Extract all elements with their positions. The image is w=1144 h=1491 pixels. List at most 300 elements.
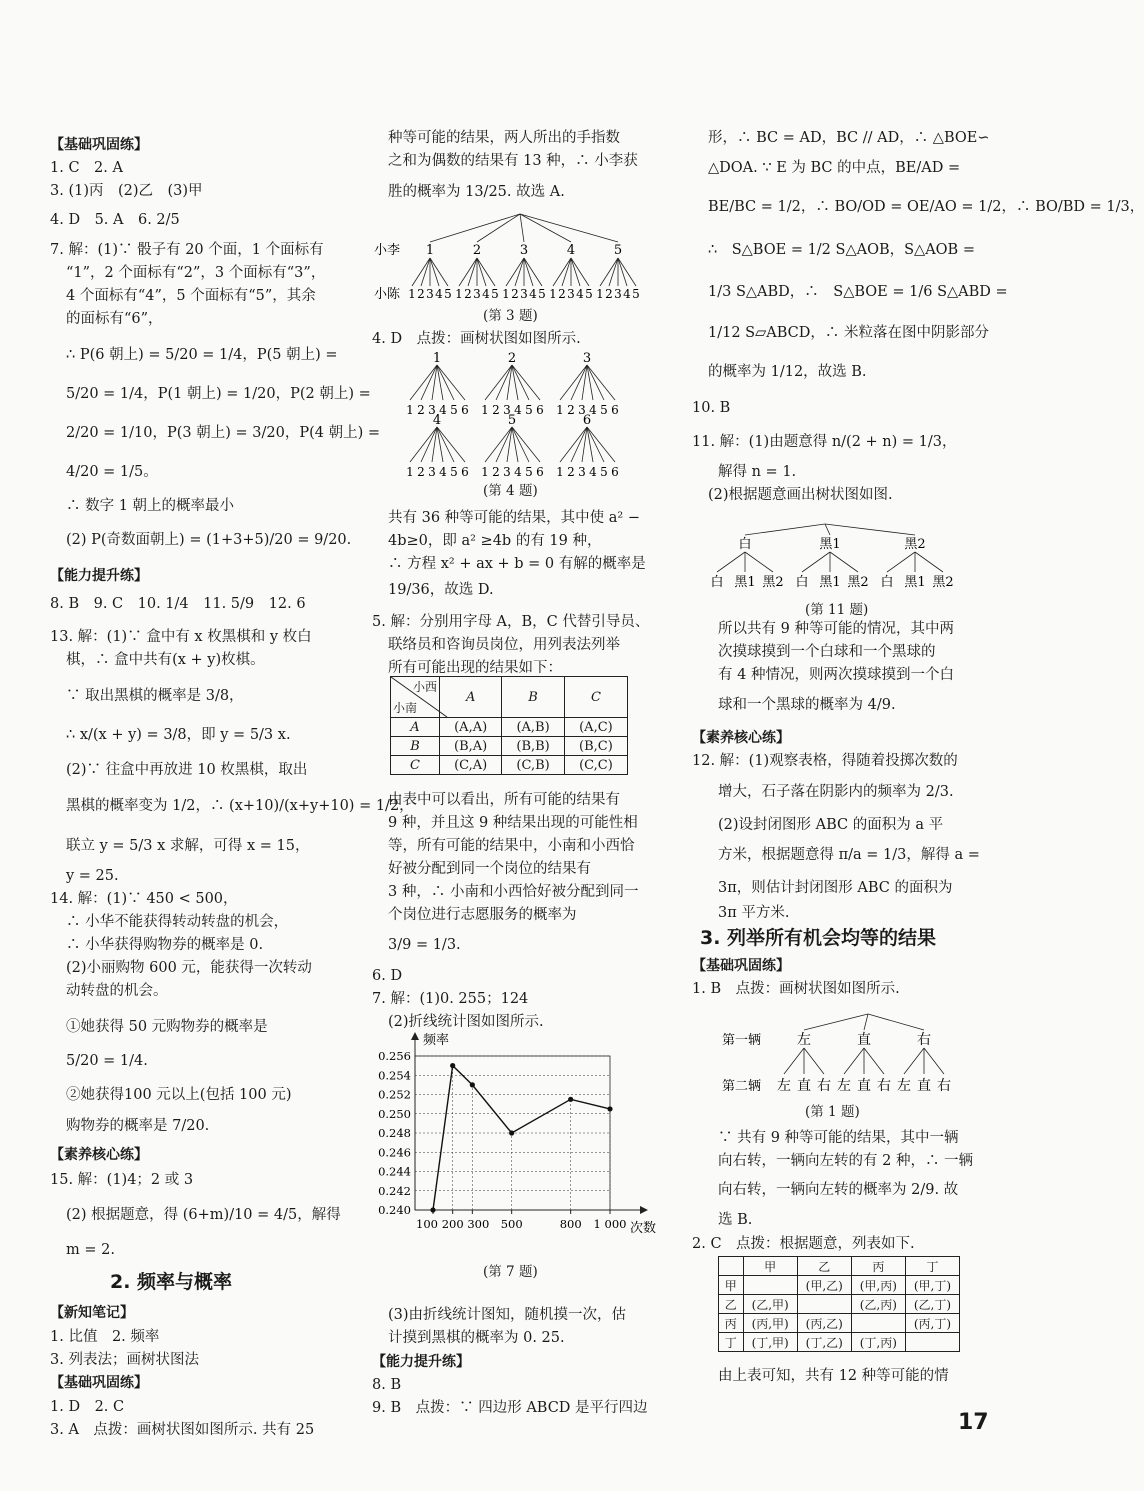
section-heading: 【能力提升练】 (372, 1354, 470, 1370)
tree-leaf: 4 (482, 287, 490, 301)
corner-top-label: 小西 (412, 680, 437, 694)
text-line: 的面标有“6”， (66, 311, 163, 327)
table-cell: (甲,丁) (905, 1276, 959, 1295)
tree-node: 1 (425, 243, 435, 258)
table-corner (391, 677, 440, 718)
text-line: 6. D (372, 968, 403, 984)
y-tick-label: 0.244 (378, 1164, 411, 1179)
tree-leaf: 4 (589, 403, 597, 417)
text-line: 向右转，一辆向左转的有 2 种，∴ 一辆 (718, 1153, 974, 1169)
table-col-header: B (502, 677, 565, 718)
tree-branch (562, 258, 571, 286)
tree-row2-label: 小陈 (374, 287, 401, 302)
line-chart-q7 (365, 1030, 665, 1258)
table-cell: (乙,丁) (905, 1295, 959, 1314)
tree-branch (430, 214, 520, 242)
table-cell: (乙,丙) (851, 1295, 905, 1314)
text-line: 4. D 5. A 6. 2/5 (50, 212, 180, 228)
tree-leaf: 左 (777, 1078, 791, 1094)
text-line: (2)折线统计图如图所示. (388, 1014, 544, 1030)
text-line: 1/3 S△ABD，∴ S△BOE = 1/6 S△ABD = (708, 284, 1008, 300)
tree-branch (802, 552, 830, 572)
tree-branch (784, 1048, 804, 1074)
tree-branch (825, 524, 915, 535)
table-cell: (A,B) (502, 718, 565, 737)
row-header: A (391, 718, 440, 737)
caption-q11: (第 11 题) (805, 602, 869, 618)
tree-node: 4 (432, 413, 442, 428)
text-line: (2)∵ 往盒中再放进 10 枚黑棋，取出 (66, 762, 308, 778)
tree-leaf: 3 (428, 403, 436, 417)
tree-leaf: 1 (481, 465, 489, 479)
tree-branch (915, 552, 943, 572)
text-line: 选 B. (718, 1212, 753, 1228)
text-line: 3. 列表法；画树状图法 (50, 1352, 199, 1368)
table-cell: (甲,乙) (797, 1276, 851, 1295)
table-cell: (丙,乙) (797, 1314, 851, 1333)
tree-branch (887, 552, 915, 572)
text-line: 4/20 = 1/5。 (66, 464, 158, 480)
y-tick-label: 0.252 (378, 1087, 411, 1102)
text-line: 共有 36 种等可能的结果，其中使 a² − (388, 510, 640, 526)
tree-leaf: 白 (880, 575, 894, 590)
tree-node: 5 (507, 413, 517, 428)
data-point (509, 1130, 514, 1135)
y-axis-arrow (411, 1032, 419, 1040)
tree-branch (804, 1048, 824, 1074)
text-line: 3/9 = 1/3. (388, 937, 461, 953)
tree-leaf: 2 (492, 465, 500, 479)
table-col-header: A (440, 677, 502, 718)
text-line: 有 4 种情况，则两次摸球摸到一个白 (718, 667, 954, 683)
tree-diagram-b1 (720, 1010, 970, 1100)
text-line: (3)由折线统计图知，随机摸一次，估 (388, 1307, 627, 1323)
tree-leaf: 1 (556, 403, 564, 417)
tree-leaf: 5 (538, 287, 546, 301)
row-header: 丙 (719, 1314, 744, 1333)
x-tick-label: 800 (559, 1217, 582, 1231)
tree-leaf: 3 (614, 287, 622, 301)
tree-leaf: 3 (426, 287, 434, 301)
y-tick-label: 0.250 (378, 1106, 411, 1121)
x-axis-arrow (640, 1206, 648, 1214)
tree-node: 5 (613, 243, 623, 258)
text-line: 次摸球摸到一个白球和一个黑球的 (718, 644, 936, 660)
tree-branch (520, 214, 618, 242)
table-col-header (719, 1257, 744, 1276)
tree-node: 2 (472, 243, 482, 258)
section-heading: 【基础巩固练】 (50, 137, 148, 153)
text-line: 球和一个黑球的概率为 4/9. (718, 697, 896, 713)
text-line: 1. C 2. A (50, 160, 123, 176)
tree-leaf: 4 (576, 287, 584, 301)
tree-leaf: 5 (444, 287, 452, 301)
tree-branch (553, 258, 571, 286)
text-line: 1. 比值 2. 频率 (50, 1329, 160, 1345)
tree-leaf: 2 (567, 403, 575, 417)
tree-branch (459, 258, 477, 286)
tree-leaf: 6 (461, 403, 469, 417)
tree-branch (421, 258, 430, 286)
text-line: ①她获得 50 元购物券的概率是 (66, 1019, 268, 1035)
table-cell: (丙,甲) (743, 1314, 797, 1333)
table-cell: (C,B) (502, 756, 565, 775)
caption-b1: (第 1 题) (805, 1104, 860, 1120)
text-line: 形，∴ BC = AD，BC // AD，∴ △BOE∽ (708, 130, 990, 146)
text-line: ∴ 小华获得购物券的概率是 0. (66, 937, 264, 953)
tree-branch (512, 365, 518, 400)
tree-leaf: 2 (605, 287, 613, 301)
tree-branch (512, 427, 540, 462)
tree-leaf: 1 (406, 403, 414, 417)
table-cell: (C,C) (564, 756, 627, 775)
tree-leaf: 1 (408, 287, 416, 301)
y-tick-label: 0.246 (378, 1145, 411, 1160)
table-cell (743, 1276, 797, 1295)
table-cell: (C,A) (440, 756, 502, 775)
tree-leaf: 5 (491, 287, 499, 301)
tree-leaf: 2 (464, 287, 472, 301)
x-tick-label: 200 (441, 1217, 464, 1231)
tree-node: 1 (432, 351, 442, 366)
table-col-header: C (564, 677, 627, 718)
tree-leaf: 4 (623, 287, 631, 301)
text-line: 7. 解：(1)0. 255；124 (372, 991, 529, 1007)
text-line: 4. D 点拨：画树状图如图所示. (372, 331, 581, 347)
tree-node: 左 (797, 1032, 811, 1048)
text-line: (2) P(奇数面朝上) = (1+3+5)/20 = 9/20. (66, 532, 352, 548)
table-row (719, 1314, 960, 1333)
tree-branch (437, 427, 465, 462)
text-line: 3. (1)丙 (2)乙 (3)甲 (50, 183, 203, 199)
tree-leaf: 4 (514, 403, 522, 417)
caption-q3: (第 3 题) (483, 308, 538, 324)
tree-leaf: 黑1 (819, 575, 841, 590)
text-line: 所以共有 9 种等可能的情况，其中两 (718, 621, 954, 637)
data-point (430, 1207, 435, 1212)
section-heading: 【基础巩固练】 (692, 958, 790, 974)
table-cell: (甲,丙) (851, 1276, 905, 1295)
tree-leaf: 5 (450, 465, 458, 479)
table-cell: (B,B) (502, 737, 565, 756)
table-cell: (丁,甲) (743, 1333, 797, 1352)
tree-leaf: 4 (589, 465, 597, 479)
text-line: 2/20 = 1/10，P(3 朝上) = 3/20，P(4 朝上) = (66, 425, 380, 441)
text-line: 1. B 点拨：画树状图如图所示. (692, 981, 900, 997)
text-line: 7. 解：(1)∵ 骰子有 20 个面，1 个面标有 (50, 242, 324, 258)
table-row (391, 737, 628, 756)
text-line: 黑棋的概率变为 1/2，∴ (x+10)/(x+y+10) = 1/2， (66, 798, 414, 814)
tree-branch (512, 427, 518, 462)
text-line: 9 种，并且这 9 种结果出现的可能性相 (388, 815, 638, 831)
section-heading: 【能力提升练】 (50, 568, 148, 584)
text-line: 购物券的概率是 7/20. (66, 1118, 210, 1134)
text-line: (2) 根据题意，得 (6+m)/10 = 4/5，解得 (66, 1207, 341, 1223)
text-line: 11. 解：(1)由题意得 n/(2 + n) = 1/3， (692, 434, 957, 450)
table-row (719, 1276, 960, 1295)
x-tick-label: 1 000 (593, 1217, 627, 1231)
text-line: 9. B 点拨：∵ 四边形 ABCD 是平行四边 (372, 1400, 648, 1416)
tree-node: 直 (857, 1032, 871, 1048)
text-line: 3π，则估计封闭图形 ABC 的面积为 (718, 880, 953, 896)
caption-q4: (第 4 题) (483, 483, 538, 499)
tree-leaf: 直 (917, 1078, 931, 1094)
tree-branch (618, 258, 636, 286)
text-line: ∵ 取出黑棋的概率是 3/8， (66, 688, 244, 704)
table-cell: (B,A) (440, 737, 502, 756)
tree-leaf: 1 (556, 465, 564, 479)
tree-leaf: 4 (435, 287, 443, 301)
tree-leaf: 5 (632, 287, 640, 301)
text-line: ②她获得100 元以上(包括 100 元) (66, 1087, 292, 1103)
tree-leaf: 1 (502, 287, 510, 301)
tree-leaf: 1 (549, 287, 557, 301)
text-line: 4 个面标有“4”，5 个面标有“5”，其余 (66, 288, 316, 304)
tree-branch (437, 427, 443, 462)
text-line: ∴ S△BOE = 1/2 S△AOB，S△AOB = (708, 242, 975, 258)
table-header-row (719, 1257, 960, 1276)
tree-leaf: 5 (600, 465, 608, 479)
row-header: C (391, 756, 440, 775)
tree-diagram-q4 (395, 350, 635, 479)
text-line: 1/12 S▱ABCD，∴ 米粒落在图中阴影部分 (708, 325, 989, 341)
caption-q7: (第 7 题) (483, 1264, 538, 1280)
tree-leaf: 2 (567, 465, 575, 479)
tree-node: 4 (566, 243, 576, 258)
tree-branch (520, 214, 571, 242)
text-line: BE/BC = 1/2，∴ BO/OD = OE/AO = 1/2，∴ BO/BD = 1/3， (708, 199, 1144, 215)
tree-branch (609, 258, 618, 286)
table-q5 (390, 676, 628, 775)
tree-leaf: 1 (406, 465, 414, 479)
tree-leaf: 3 (428, 465, 436, 479)
tree-branch (506, 258, 524, 286)
tree-leaf: 直 (797, 1078, 811, 1094)
text-line: 3 种，∴ 小南和小西恰好被分配到同一 (388, 884, 639, 900)
tree-branch (477, 214, 520, 242)
tree-branch (430, 258, 439, 286)
y-tick-label: 0.242 (378, 1183, 411, 1198)
table-row (391, 718, 628, 737)
data-point (470, 1082, 475, 1087)
tree-leaf: 2 (417, 403, 425, 417)
tree-leaf: 5 (600, 403, 608, 417)
table-col-header: 甲 (743, 1257, 797, 1276)
section-heading: 【素养核心练】 (50, 1147, 148, 1163)
table-b2 (718, 1256, 960, 1352)
tree-row1-label: 小李 (374, 243, 401, 258)
tree-branch (468, 258, 477, 286)
text-line: 胜的概率为 13/25. 故选 A. (388, 184, 565, 200)
tree-leaf: 3 (578, 465, 586, 479)
tree-node: 6 (582, 413, 592, 428)
text-line: 14. 解：(1)∵ 450 < 500， (50, 891, 238, 907)
table-cell: (丙,丁) (905, 1314, 959, 1333)
tree-leaf: 6 (461, 465, 469, 479)
tree-node: 3 (582, 351, 592, 366)
x-tick-label: 500 (500, 1217, 523, 1231)
x-tick-label: 300 (467, 1217, 490, 1231)
tree-branch (477, 258, 486, 286)
section-heading: 【素养核心练】 (692, 730, 790, 746)
table-row (719, 1333, 960, 1352)
tree-node: 右 (917, 1032, 931, 1048)
tree-branch (430, 258, 448, 286)
tree-branch (745, 552, 773, 572)
tree-diagram-q11 (700, 520, 970, 600)
y-tick-label: 0.240 (378, 1203, 411, 1217)
text-line: 3. A 点拨：画树状图如图所示. 共有 25 (50, 1422, 315, 1438)
tree-branch (864, 1048, 884, 1074)
table-cell: (A,A) (440, 718, 502, 737)
tree-leaf: 4 (439, 465, 447, 479)
tree-leaf: 6 (536, 403, 544, 417)
row-header: B (391, 737, 440, 756)
text-line: 5/20 = 1/4. (66, 1053, 148, 1069)
text-line: 3π 平方米. (718, 905, 790, 921)
tree-branch (600, 258, 618, 286)
tree-leaf: 3 (520, 287, 528, 301)
table-cell: (乙,甲) (743, 1295, 797, 1314)
table-cell (851, 1314, 905, 1333)
tree-leaf: 4 (514, 465, 522, 479)
text-line: 13. 解：(1)∵ 盒中有 x 枚黑棋和 y 枚白 (50, 629, 312, 645)
tree-branch (524, 258, 533, 286)
table-cell: (丁,乙) (797, 1333, 851, 1352)
tree-branch (437, 365, 443, 400)
tree-branch (587, 365, 615, 400)
tree-branch (804, 1014, 868, 1030)
chapter-title: 2. 频率与概率 (110, 1271, 233, 1293)
tree-branch (618, 258, 627, 286)
data-point (568, 1097, 573, 1102)
table-cell (905, 1333, 959, 1352)
tree-leaf: 右 (877, 1078, 891, 1094)
tree-leaf: 黑1 (734, 575, 756, 590)
text-line: 种等可能的结果，两人所出的手指数 (388, 130, 620, 146)
table-col-header: 丁 (905, 1257, 959, 1276)
tree-leaf: 3 (503, 403, 511, 417)
tree-leaf: 黑2 (932, 575, 954, 590)
tree-leaf: 2 (492, 403, 500, 417)
text-line: ∴ 数字 1 朝上的概率最小 (66, 498, 235, 514)
y-tick-label: 0.248 (378, 1126, 411, 1140)
text-line: 10. B (692, 400, 731, 416)
tree-leaf: 左 (837, 1078, 851, 1094)
tree-leaf: 黑1 (904, 575, 926, 590)
table-cell: (A,C) (564, 718, 627, 737)
text-line: y = 25. (66, 868, 119, 884)
data-point (450, 1063, 455, 1068)
tree-branch (830, 552, 858, 572)
tree-row1-label: 第一辆 (722, 1033, 762, 1048)
tree-leaf: 右 (937, 1078, 951, 1094)
tree-leaf: 3 (567, 287, 575, 301)
text-line: 8. B 9. C 10. 1/4 11. 5/9 12. 6 (50, 596, 306, 612)
text-line: 8. B (372, 1377, 402, 1393)
tree-leaf: 右 (817, 1078, 831, 1094)
text-line: (2)设封闭图形 ABC 的面积为 a 平 (718, 817, 944, 833)
series-line (433, 1066, 610, 1210)
tree-leaf: 4 (439, 403, 447, 417)
tree-branch (864, 1014, 868, 1030)
section-heading: 【基础巩固练】 (50, 1375, 148, 1391)
text-line: (2)根据题意画出树状图如图. (708, 487, 893, 503)
tree-branch (571, 258, 580, 286)
tree-branch (745, 524, 825, 535)
text-line: 12. 解：(1)观察表格，得随着投掷次数的 (692, 753, 958, 769)
text-line: 15. 解：(1)4；2 或 3 (50, 1172, 194, 1188)
tree-branch (825, 524, 830, 535)
tree-leaf: 3 (578, 403, 586, 417)
tree-leaf: 2 (558, 287, 566, 301)
text-line: 之和为偶数的结果有 13 种，∴ 小李获 (388, 153, 638, 169)
row-header: 丁 (719, 1333, 744, 1352)
tree-node: 黑1 (819, 537, 841, 552)
row-header: 乙 (719, 1295, 744, 1314)
text-line: ∴ 方程 x² + ax + b = 0 有解的概率是 (388, 556, 646, 572)
text-line: 所有可能出现的结果如下： (388, 660, 562, 676)
tree-leaf: 5 (585, 287, 593, 301)
text-line: 动转盘的机会。 (66, 983, 168, 999)
tree-branch (587, 427, 593, 462)
y-axis-label: 频率 (423, 1033, 450, 1048)
tree-branch (904, 1048, 924, 1074)
table-cell: (B,C) (564, 737, 627, 756)
chapter-title: 3. 列举所有机会均等的结果 (700, 927, 937, 949)
tree-leaf: 5 (525, 465, 533, 479)
text-line: 5. 解：分别用字母 A，B，C 代替引导员、 (372, 614, 650, 630)
tree-branch (924, 1048, 944, 1074)
y-tick-label: 0.254 (378, 1068, 411, 1083)
table-row (391, 756, 628, 775)
tree-branch (571, 258, 589, 286)
text-line: 联络员和咨询员岗位，用列表法列举 (388, 637, 620, 653)
y-tick-label: 0.256 (378, 1049, 411, 1063)
tree-leaf: 白 (710, 575, 724, 590)
text-line: 向右转，一辆向左转的概率为 2/9. 故 (718, 1182, 959, 1198)
text-line: 解得 n = 1. (718, 464, 797, 480)
table-cell: (丁,丙) (851, 1333, 905, 1352)
tree-branch (868, 1014, 924, 1030)
tree-leaf: 左 (897, 1078, 911, 1094)
tree-branch (717, 552, 745, 572)
tree-branch (524, 258, 542, 286)
table-row (719, 1295, 960, 1314)
text-line: 19/36，故选 D. (388, 582, 494, 598)
text-line: 2. C 点拨：根据题意，列表如下. (692, 1236, 915, 1252)
page-number: 17 (958, 1410, 989, 1435)
text-line: 棋，∴ 盒中共有(x + y)枚棋。 (66, 652, 265, 668)
text-line: 5/20 = 1/4，P(1 朝上) = 1/20，P(2 朝上) = (66, 386, 371, 402)
tree-leaf: 直 (857, 1078, 871, 1094)
tree-branch (512, 365, 540, 400)
table-col-header: 乙 (797, 1257, 851, 1276)
text-line: 联立 y = 5/3 x 求解，可得 x = 15， (66, 838, 310, 854)
tree-leaf: 白 (795, 575, 809, 590)
tree-branch (587, 365, 593, 400)
tree-branch (477, 258, 495, 286)
tree-branch (587, 427, 615, 462)
text-line: (2)小丽购物 600 元，能获得一次转动 (66, 960, 312, 976)
tree-leaf: 5 (525, 403, 533, 417)
text-line: 4b≥0，即 a² ≥4b 的有 19 种， (388, 533, 602, 549)
tree-leaf: 2 (511, 287, 519, 301)
tree-branch (412, 258, 430, 286)
tree-leaf: 1 (596, 287, 604, 301)
table-col-header: 丙 (851, 1257, 905, 1276)
tree-node: 3 (519, 243, 529, 258)
